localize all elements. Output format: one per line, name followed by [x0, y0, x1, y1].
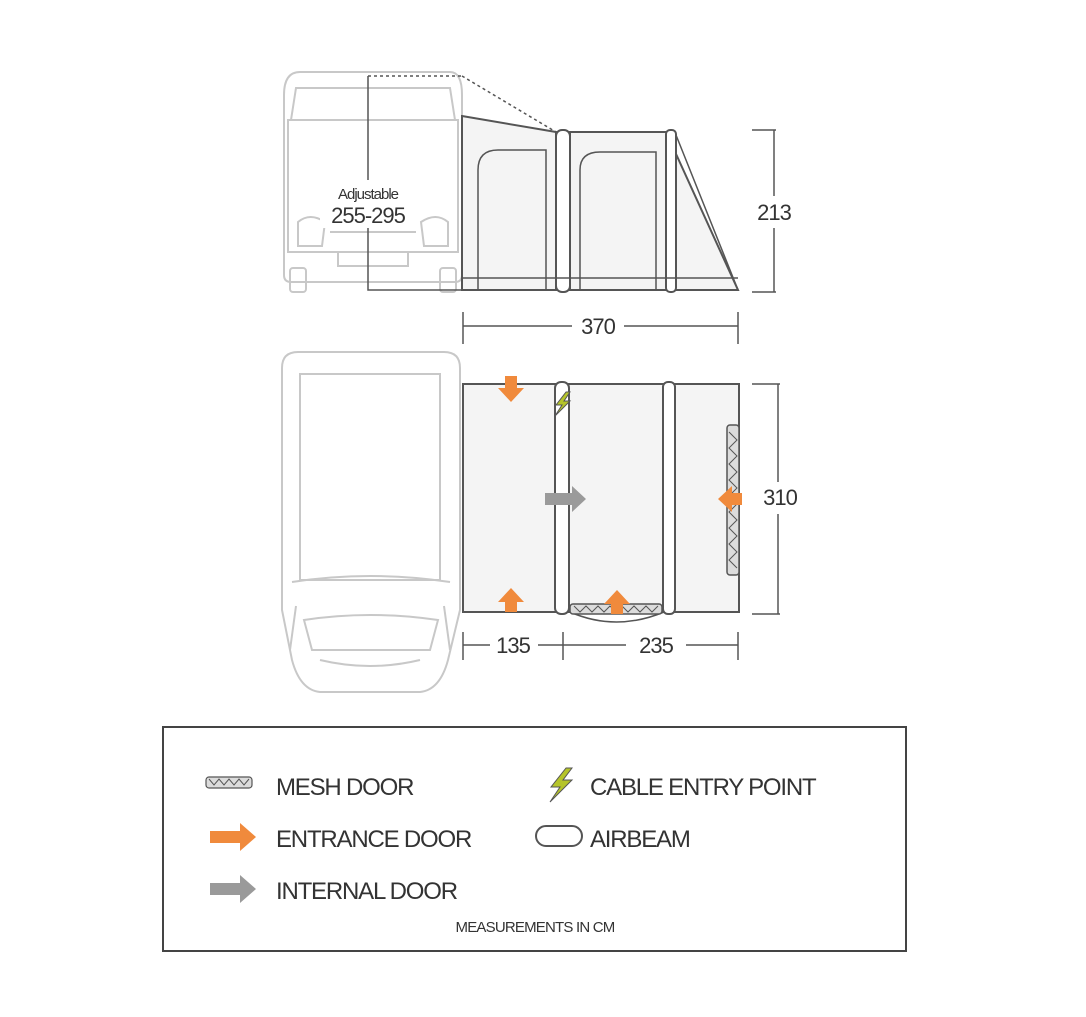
legend-mesh-door-label: MESH DOOR	[276, 774, 414, 801]
length-label: 370	[581, 314, 615, 339]
legend-internal-door-label: INTERNAL DOOR	[276, 878, 457, 905]
awning-floor-plan	[463, 382, 739, 622]
airbeam-icon	[536, 826, 582, 846]
section2-label: 235	[639, 633, 673, 658]
depth-label: 310	[763, 485, 797, 510]
awning-side-elevation	[462, 116, 738, 292]
plan-view	[282, 352, 798, 692]
vehicle-top-icon	[282, 352, 460, 692]
adjustable-label: Adjustable	[337, 186, 399, 203]
mesh-door-icon	[206, 777, 252, 788]
legend-cable-entry-label: CABLE ENTRY POINT	[590, 774, 816, 801]
legend-entrance-door-label: ENTRANCE DOOR	[276, 826, 472, 853]
adjustable-range-label: 255-295	[331, 203, 405, 228]
section1-label: 135	[496, 633, 530, 658]
side-view	[284, 72, 792, 344]
legend	[163, 727, 906, 951]
measurements-note: MEASUREMENTS IN CM	[455, 919, 615, 936]
legend-airbeam-label: AIRBEAM	[590, 826, 690, 853]
height-label: 213	[757, 200, 791, 225]
